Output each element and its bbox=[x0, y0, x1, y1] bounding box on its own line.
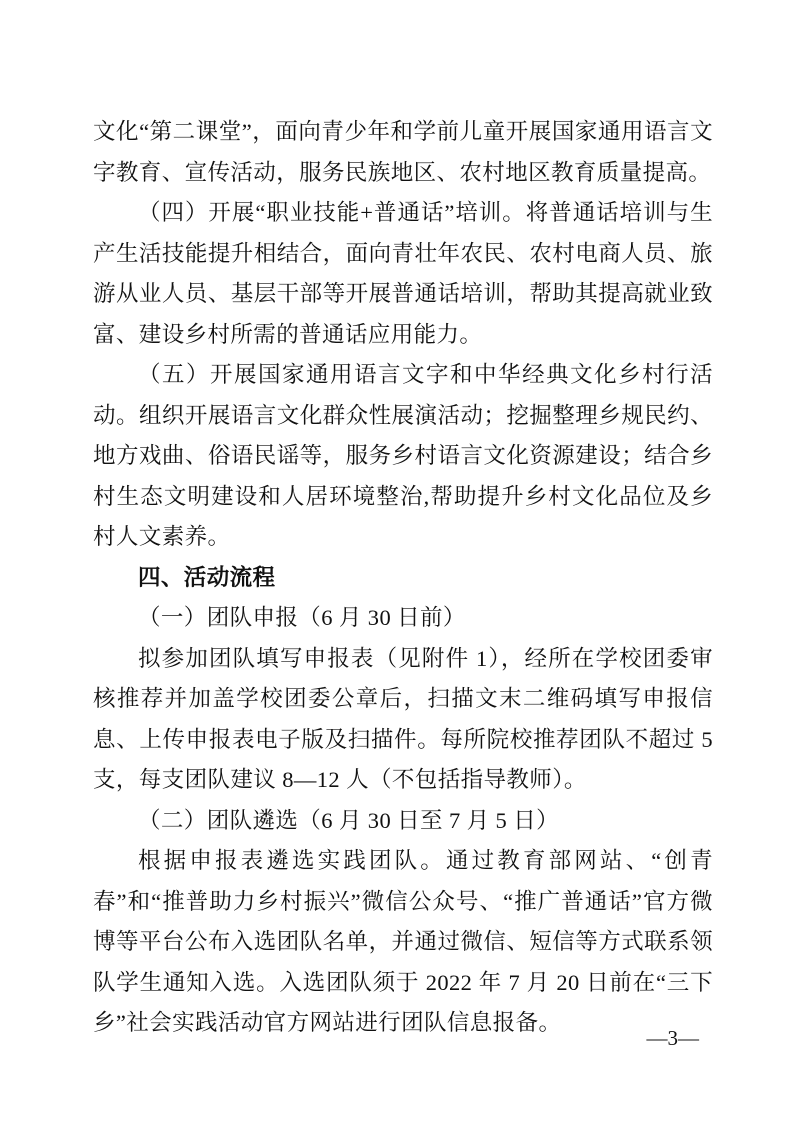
item-5-body: 组织开展语言文化群众性展演活动；挖掘整理乡规民约、地方戏曲、俗语民谣等，服务乡村语言文化资源建设；结合乡村生态文明建设和人居环境整治,帮助提升乡村文化品位及乡村人文素养。 bbox=[93, 402, 713, 549]
document-body bbox=[93, 112, 713, 1044]
step-1-body: 拟参加团队填写申报表（见附件 1），经所在学校团委审核推荐并加盖学校团委公章后，扫描文末二维码填写申报信息、上传申报表电子版及扫描件。每所院校推荐团队不超过 5 支，每支团队建议 8—12 人（不包括指导教师）。 bbox=[93, 645, 713, 792]
section-heading-activity-process: 四、活动流程 bbox=[138, 564, 276, 590]
paragraph-item-4 bbox=[93, 193, 713, 355]
paragraph-continuation: 文化“第二课堂”，面向青少年和学前儿童开展国家通用语言文字教育、宣传活动，服务民族地区、农村地区教育质量提高。 bbox=[93, 119, 713, 185]
paragraph-item-5 bbox=[93, 355, 713, 558]
item-4-body: 将普通话培训与生产生活技能提升相结合，面向青壮年农民、农村电商人员、旅游从业人员、基层干部等开展普通话培训，帮助其提高就业致富、建设乡村所需的普通话应用能力。 bbox=[93, 200, 713, 347]
step-1-heading: （一）团队申报（6 月 30 日前） bbox=[138, 605, 466, 630]
item-4-lead: （四）开展“职业技能+普通话”培训。 bbox=[138, 200, 526, 225]
step-2-body: 根据申报表遴选实践团队。通过教育部网站、“创青春”和“推普助力乡村振兴”微信公众号、“推广普通话”官方微博等平台公布入选团队名单，并通过微信、短信等方式联系领队学生通知入选。入选团队须于 2022 年 7 月 20 日前在“三下乡”社会实践活动官方网站进行团队信息报备。 bbox=[93, 848, 713, 1035]
page-number: —3— bbox=[646, 1026, 699, 1050]
step-2-heading: （二）团队遴选（6 月 30 日至 7 月 5 日） bbox=[138, 807, 560, 833]
item-5-lead: （五）开展国家通用语言文字和中华经典文化乡村行活动。 bbox=[93, 362, 713, 428]
